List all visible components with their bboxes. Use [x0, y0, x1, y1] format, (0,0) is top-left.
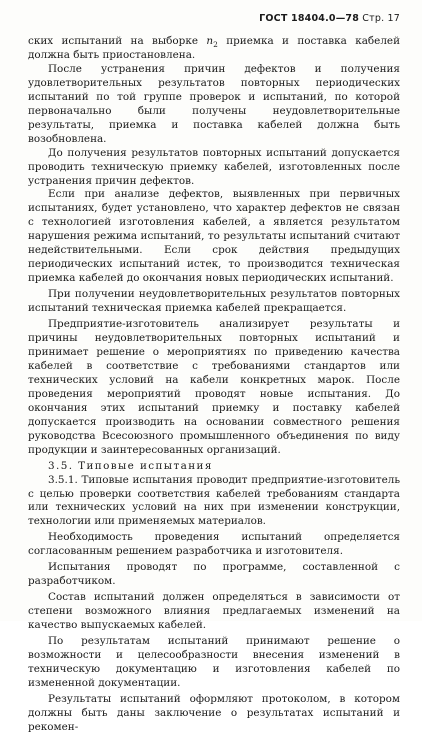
paragraph-program: Испытания проводят по программе, составленной с разработчиком. — [28, 561, 400, 588]
standard-number: ГОСТ 18404.0—78 — [259, 13, 360, 24]
page-number: Стр. 17 — [362, 13, 400, 24]
section-heading-3-5 — [28, 460, 400, 474]
paragraph-3-5-1: 3.5.1. Типовые испытания проводит предприятие-изготовитель с целью проверки соответствия кабелей требованиям стандарта или технических условий на них при изменении конструкции, технологии или применяемых материалов. — [28, 473, 400, 528]
document-body — [28, 35, 400, 735]
paragraph-protocol: Результаты испытаний оформляют протоколом, в котором должны быть даны заключение о результатах испытаний и рекомен- — [28, 692, 400, 733]
paragraph-3: До получения результатов повторных испытаний допускается проводить техническую приемку кабелей, изготовленных после устранения причин дефектов. — [28, 146, 400, 187]
paragraph-1 — [28, 35, 400, 63]
paragraph-6: Предприятие-изготовитель анализирует результаты и причины неудовлетворительных повторных испытаний и принимает решение о мероприятиях по приведению качества кабелей в соответствие с требованиями стандартов или технических условий на кабели конкретных марок. После проведения мероприятий проводят новые испытания. До окончания этих испытаний приемку и поставку кабелей допускается производить на основании совместного решения руководства Всесоюзного промышленного объединения по виду продукции и заинтересованных организаций. — [28, 318, 400, 456]
paragraph-4: Если при анализе дефектов, выявленных при первичных испытаниях, будет установлено, что характер дефектов не связан с технологией изготовления кабелей, а является результатом нарушения режима испытаний, то результаты испытаний считают недействительными. Если срок действия предыдущих периодических испытаний истек, то производится техническая приемка кабелей до окончания новых периодических испытаний. — [28, 188, 400, 285]
paragraph-decision: По результатам испытаний принимают решение о возможности и целесообразности внесения изменений в техническую документацию и изготовления кабелей по измененной документации. — [28, 635, 400, 689]
paragraph-5: При получении неудовлетворительных результатов повторных испытаний техническая приемка кабелей прекращается. — [28, 288, 400, 315]
paragraph-composition: Состав испытаний должен определяться в зависимости от степени возможного влияния предлагаемых изменений на качество выпускаемых кабелей. — [28, 591, 400, 632]
paragraph-2: После устранения причин дефектов и получения удовлетворительных результатов повторных периодических испытаний по той группе проверок и испытаний, по которой первоначально были получены неудовлетворительные результаты, приемка и поставка кабелей должна быть возобновлена. — [28, 62, 400, 145]
paragraph-1-text: ских испытаний на выборке $n_2$ приемка и поставка кабелей должна быть приостановлена. — [28, 35, 400, 61]
page-header — [259, 13, 400, 24]
section-heading-text: 3.5. Типовые испытания — [48, 459, 213, 472]
paragraph-necessity: Необходимость проведения испытаний определяется согласованным решением разработчика и изготовителя. — [28, 531, 400, 558]
